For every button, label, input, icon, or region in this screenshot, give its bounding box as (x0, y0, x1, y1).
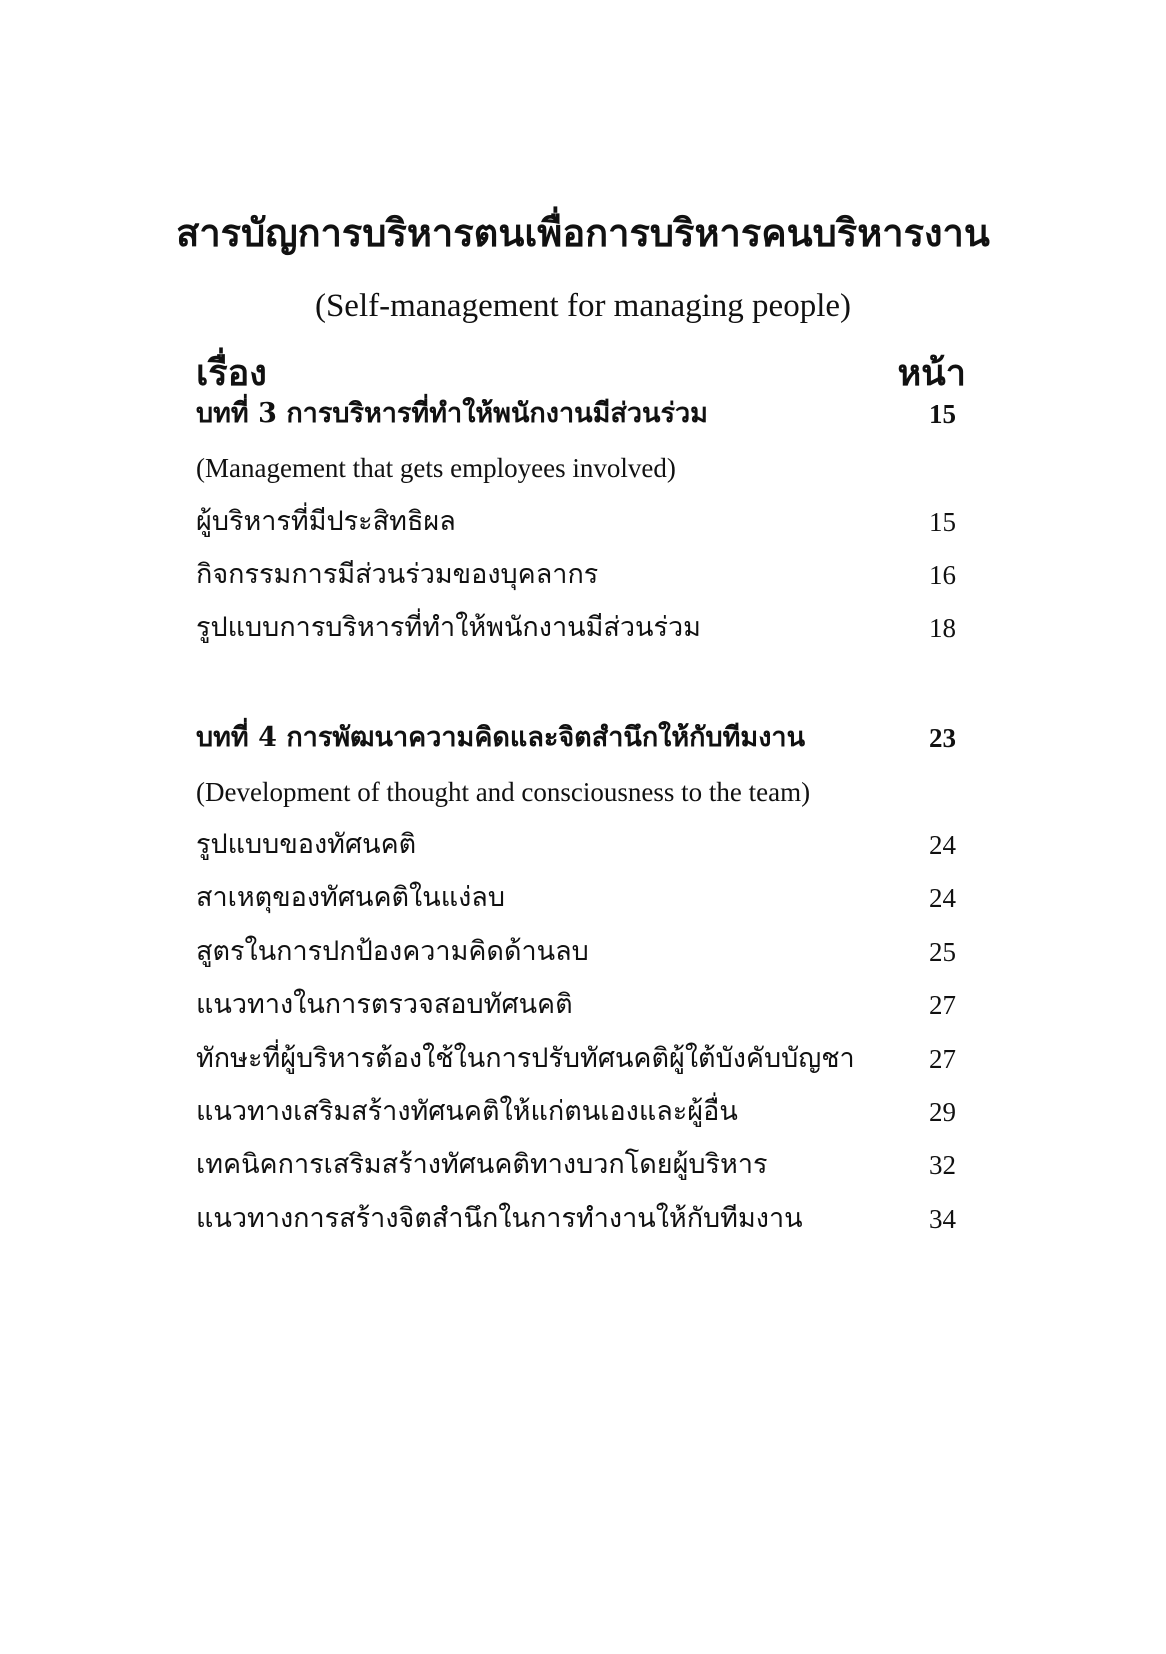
toc-chapter-4-english (196, 770, 956, 814)
toc-item-page: 25 (929, 937, 956, 967)
toc-item-label: สาเหตุของทัศนคติในแง่ลบ (196, 882, 505, 913)
toc-item-label: แนวทางในการตรวจสอบทัศนคติ (196, 989, 573, 1020)
toc-item[interactable] (196, 1143, 956, 1187)
page-title: สารบัญการบริหารตนเพื่อการบริหารคนบริหารงาน (176, 210, 990, 255)
toc-item-page: 15 (929, 507, 956, 537)
toc-item-label: ทักษะที่ผู้บริหารต้องใช้ในการปรับทัศนคติผู้ใต้บังคับบัญชา (196, 1043, 855, 1074)
toc-chapter-3[interactable] (196, 392, 956, 436)
page-column-header: หน้า (897, 352, 966, 394)
toc-item-label: เทคนิคการเสริมสร้างทัศนคติทางบวกโดยผู้บริหาร (196, 1149, 768, 1180)
toc-item-page: 18 (929, 613, 956, 643)
toc-item-label: กิจกรรมการมีส่วนร่วมของบุคลากร (196, 559, 599, 590)
toc-chapter-3-english (196, 446, 956, 490)
toc-item-page: 27 (929, 1044, 956, 1074)
chapter-english-title: (Development of thought and consciousness to the team) (196, 777, 811, 807)
toc-item-page: 32 (929, 1150, 956, 1180)
toc-item[interactable] (196, 983, 956, 1027)
chapter-english-title: (Management that gets employees involved) (196, 453, 676, 483)
toc-item-page: 27 (929, 990, 956, 1020)
toc-item-page: 34 (929, 1204, 956, 1234)
toc-item[interactable] (196, 1090, 956, 1134)
chapter-title: บทที่ 3 การบริหารที่ทำให้พนักงานมีส่วนร่วม (196, 398, 708, 429)
toc-item[interactable] (196, 500, 956, 544)
toc-item-page: 29 (929, 1097, 956, 1127)
toc-item[interactable] (196, 823, 956, 867)
toc-item-label: แนวทางการสร้างจิตสำนึกในการทำงานให้กับทีมงาน (196, 1203, 803, 1234)
toc-item[interactable] (196, 606, 956, 650)
toc-item-page: 16 (929, 560, 956, 590)
chapter-page-number: 23 (929, 723, 956, 753)
toc-item-label: รูปแบบของทัศนคติ (196, 829, 417, 860)
topic-column-header: เรื่อง (196, 352, 267, 394)
page-subtitle: (Self-management for managing people) (314, 288, 852, 324)
toc-item-label: ผู้บริหารที่มีประสิทธิผล (196, 506, 456, 537)
toc-item-label: แนวทางเสริมสร้างทัศนคติให้แก่ตนเองและผู้อื่น (196, 1096, 738, 1127)
toc-item[interactable] (196, 930, 956, 974)
chapter-title: บทที่ 4 การพัฒนาความคิดและจิตสำนึกให้กับทีมงาน (196, 722, 806, 753)
toc-item-label: สูตรในการปกป้องความคิดด้านลบ (196, 936, 589, 967)
chapter-page-number: 15 (929, 399, 956, 429)
toc-item[interactable] (196, 1197, 956, 1241)
toc-item-page: 24 (929, 830, 956, 860)
toc-item[interactable] (196, 876, 956, 920)
toc-item-label: รูปแบบการบริหารที่ทำให้พนักงานมีส่วนร่วม (196, 612, 701, 643)
toc-item-page: 24 (929, 883, 956, 913)
toc-chapter-4[interactable] (196, 716, 956, 760)
toc-item[interactable] (196, 553, 956, 597)
toc-item[interactable] (196, 1037, 956, 1081)
